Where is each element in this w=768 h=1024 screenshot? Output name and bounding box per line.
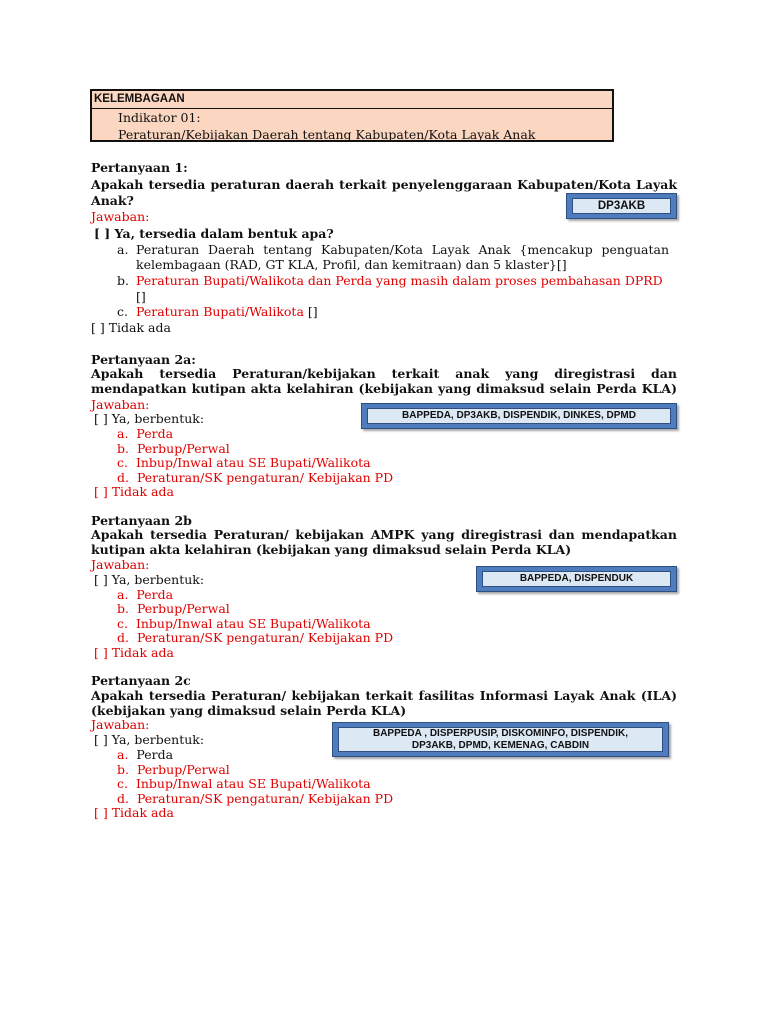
item-text: Peraturan/SK pengaturan/ Kebijakan PD (136, 470, 394, 485)
item-d (117, 630, 393, 645)
question-1-label: Pertanyaan 1: (91, 160, 188, 175)
item-b (117, 601, 230, 616)
item-text: Perbup/Perwal (136, 762, 230, 777)
answer-label: Jawaban: (91, 209, 150, 224)
option-no: [ ] Tidak ada (94, 805, 174, 820)
option-yes: [ ] Ya, berbentuk: (94, 411, 205, 426)
item-marker: c. (117, 455, 128, 470)
item-c-bracket: [] (307, 304, 318, 319)
question-1-text-line1: Apakah tersedia peraturan daerah terkait penyelenggaraan Kabupaten/Kota Layak (91, 177, 677, 192)
item-marker: b. (117, 273, 129, 288)
item-marker: c. (117, 616, 128, 631)
question-2b-text-line2: kutipan akta kelahiran (kebijakan yang dimaksud selain Perda KLA) (91, 542, 572, 557)
answer-label: Jawaban: (91, 557, 150, 572)
item-text: Perda (136, 426, 174, 441)
item-c-text: Peraturan Bupati/Walikota (136, 304, 304, 319)
question-1-text-line2: Anak? (91, 193, 134, 208)
item-b-text: Peraturan Bupati/Walikota dan Perda yang masih dalam proses pembahasan DPRD (136, 273, 663, 288)
item-text: Perda (136, 587, 174, 602)
agency-label: BAPPEDA, DISPENDUK (482, 571, 671, 587)
item-text: Inbup/Inwal atau SE Bupati/Walikota (135, 455, 371, 470)
item-marker: d. (117, 470, 129, 485)
option-no: [ ] Tidak ada (91, 320, 171, 335)
agency-line: BAPPEDA , DISPERPUSIP, DISKOMINFO, DISPENDIK, (372, 727, 629, 739)
item-text: Peraturan/SK pengaturan/ Kebijakan PD (136, 791, 394, 806)
option-no: [ ] Tidak ada (94, 645, 174, 660)
item-b-bracket: [] (136, 289, 146, 304)
question-2c-text-line2: (kebijakan yang dimaksud selain Perda KLA) (91, 703, 407, 718)
item-c (117, 455, 371, 470)
item-text: Inbup/Inwal atau SE Bupati/Walikota (135, 776, 371, 791)
item-c (117, 776, 371, 791)
item-text: Peraturan/SK pengaturan/ Kebijakan PD (136, 630, 394, 645)
item-a-line2: kelembagaan (RAD, GT KLA, Profil, dan kemitraan) dan 5 klaster}[] (136, 257, 567, 272)
answer-label: Jawaban: (91, 397, 150, 412)
question-2c-text-line1: Apakah tersedia Peraturan/ kebijakan terkait fasilitas Informasi Layak Anak (ILA) (91, 688, 677, 703)
item-c (117, 616, 371, 631)
item-text: Perbup/Perwal (136, 601, 230, 616)
item-marker: a. (117, 747, 129, 762)
agency-label: DP3AKB (572, 198, 671, 214)
question-2c-label: Pertanyaan 2c (91, 673, 191, 688)
agency-box-q2b (476, 566, 677, 592)
option-yes: [ ] Ya, tersedia dalam bentuk apa? (94, 226, 334, 241)
question-2a-text-line2: mendapatkan kutipan akta kelahiran (kebijakan yang dimaksud selain Perda KLA) (91, 381, 677, 396)
item-marker: a. (117, 242, 129, 257)
item-marker: b. (117, 762, 129, 777)
item-a (117, 747, 173, 762)
question-2a-text-line1: Apakah tersedia Peraturan/kebijakan terkait anak yang diregistrasi dan (91, 366, 677, 381)
item-a (117, 426, 173, 441)
answer-label: Jawaban: (91, 717, 150, 732)
item-marker: a. (117, 426, 129, 441)
agency-box-q2c (332, 722, 669, 757)
item-marker: b. (117, 601, 129, 616)
agency-box-q2a (361, 403, 677, 429)
item-text: Perbup/Perwal (136, 441, 230, 456)
item-d (117, 791, 393, 806)
item-marker: a. (117, 587, 129, 602)
item-marker: b. (117, 441, 129, 456)
item-a (117, 587, 173, 602)
item-text: Inbup/Inwal atau SE Bupati/Walikota (135, 616, 371, 631)
agency-label: BAPPEDA, DP3AKB, DISPENDIK, DINKES, DPMD (367, 408, 671, 424)
item-d (117, 470, 393, 485)
option-yes: [ ] Ya, berbentuk: (94, 732, 205, 747)
option-no: [ ] Tidak ada (94, 484, 174, 499)
item-b (117, 441, 230, 456)
item-marker: c. (117, 304, 128, 319)
item-c (136, 304, 318, 319)
option-yes: [ ] Ya, berbentuk: (94, 572, 205, 587)
agency-line: DP3AKB, DPMD, KEMENAG, CABDIN (411, 739, 590, 751)
section-title: KELEMBAGAAN (92, 91, 612, 109)
question-2a-label: Pertanyaan 2a: (91, 352, 196, 367)
item-b (117, 762, 230, 777)
item-marker: c. (117, 776, 128, 791)
agency-box-q1 (566, 193, 677, 219)
indicator-description: Peraturan/Kebijakan Daerah tentang Kabupaten/Kota Layak Anak (118, 127, 536, 142)
item-a-line1: Peraturan Daerah tentang Kabupaten/Kota Layak Anak {mencakup penguatan (136, 242, 669, 257)
section-header (90, 89, 614, 142)
item-text: Perda (136, 747, 174, 762)
item-marker: d. (117, 791, 129, 806)
agency-label (338, 727, 663, 752)
indicator-number: Indikator 01: (118, 110, 201, 125)
question-2b-text-line1: Apakah tersedia Peraturan/ kebijakan AMPK yang diregistrasi dan mendapatkan (91, 527, 677, 542)
item-marker: d. (117, 630, 129, 645)
question-2b-label: Pertanyaan 2b (91, 513, 192, 528)
